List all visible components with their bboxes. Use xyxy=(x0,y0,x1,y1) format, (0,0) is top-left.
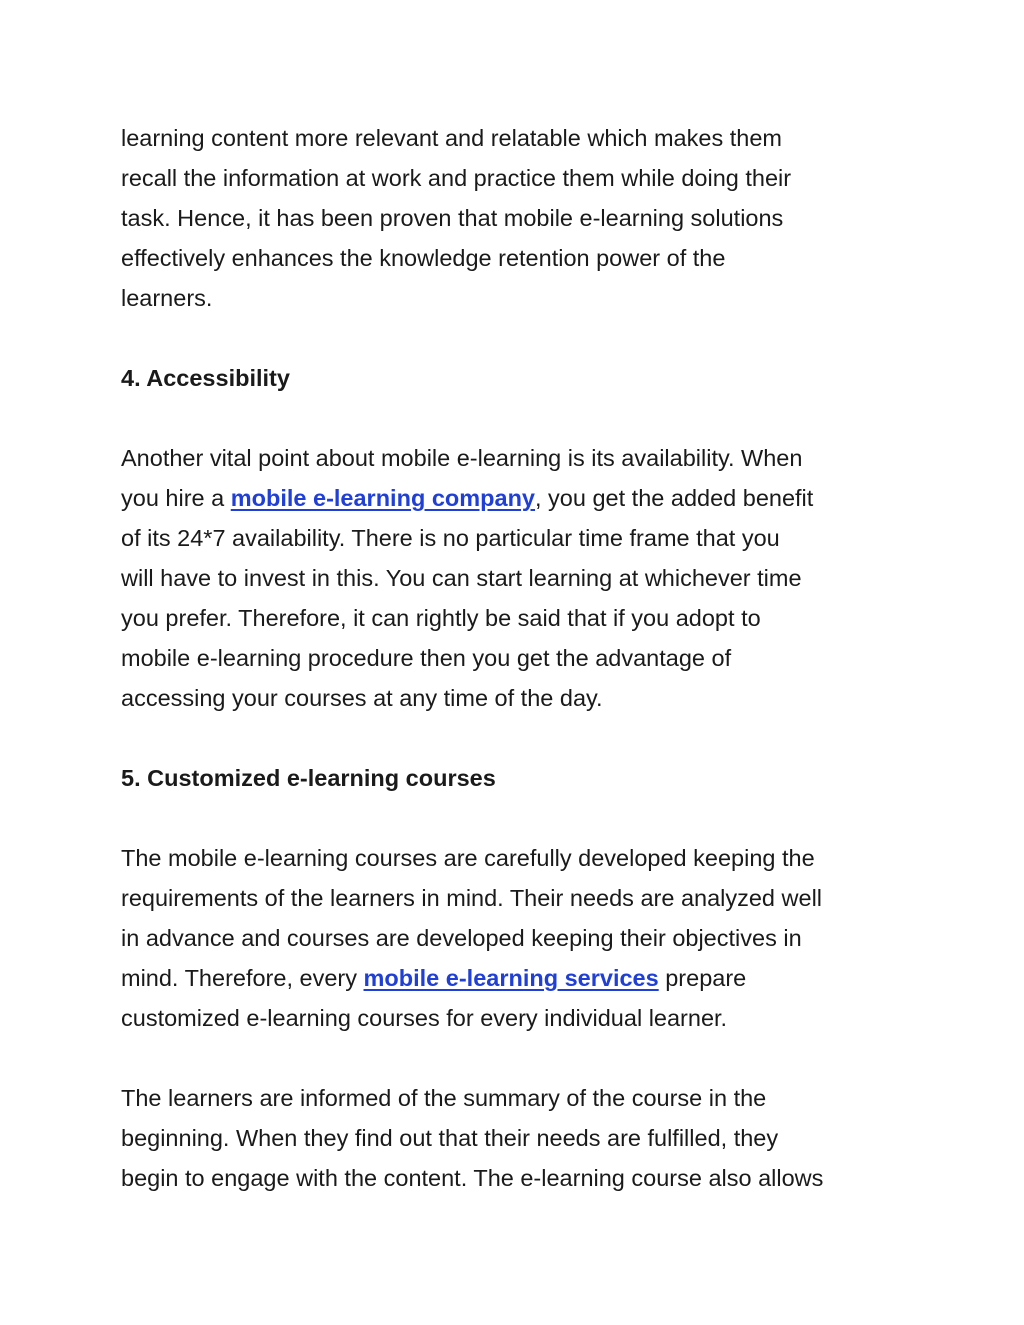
text-line: The learners are informed of the summary of the course in the xyxy=(121,1085,767,1111)
text-line: task. Hence, it has been proven that mobile e-learning solutions xyxy=(121,205,784,231)
customized-courses-paragraph xyxy=(121,838,921,1038)
text-line xyxy=(121,478,921,518)
text-line: learners. xyxy=(121,285,213,311)
text-line: mobile e-learning procedure then you get the advantage of xyxy=(121,645,732,671)
text-line: beginning. When they find out that their needs are fulfilled, they xyxy=(121,1125,779,1151)
mobile-elearning-company-link[interactable]: mobile e-learning company xyxy=(230,485,535,511)
text-fragment: , you get the added benefit xyxy=(535,485,814,511)
text-line: requirements of the learners in mind. Their needs are analyzed well xyxy=(121,885,823,911)
text-line: effectively enhances the knowledge retention power of the xyxy=(121,245,726,271)
text-line: you prefer. Therefore, it can rightly be said that if you adopt to xyxy=(121,605,761,631)
text-line: begin to engage with the content. The e-learning course also allows xyxy=(121,1165,824,1191)
text-line: recall the information at work and practice them while doing their xyxy=(121,165,792,191)
mobile-elearning-services-link[interactable]: mobile e-learning services xyxy=(363,965,659,991)
text-line: in advance and courses are developed keeping their objectives in xyxy=(121,925,802,951)
text-line xyxy=(121,958,921,998)
text-line: accessing your courses at any time of the day. xyxy=(121,685,603,711)
section-heading-accessibility: 4. Accessibility xyxy=(121,365,290,391)
text-fragment: you hire a xyxy=(121,485,231,511)
text-line: customized e-learning courses for every individual learner. xyxy=(121,1005,728,1031)
text-line: of its 24*7 availability. There is no particular time frame that you xyxy=(121,525,780,551)
accessibility-paragraph xyxy=(121,438,921,718)
text-line: learning content more relevant and relatable which makes them xyxy=(121,125,782,151)
section-heading-customized-courses: 5. Customized e-learning courses xyxy=(121,765,496,791)
text-line: The mobile e-learning courses are carefully developed keeping the xyxy=(121,845,815,871)
intro-paragraph xyxy=(121,118,921,318)
text-fragment: mind. Therefore, every xyxy=(121,965,364,991)
text-line: will have to invest in this. You can start learning at whichever time xyxy=(121,565,802,591)
document-page xyxy=(121,118,921,1238)
text-fragment: prepare xyxy=(658,965,747,991)
text-line: Another vital point about mobile e-learning is its availability. When xyxy=(121,445,803,471)
closing-paragraph xyxy=(121,1078,921,1198)
